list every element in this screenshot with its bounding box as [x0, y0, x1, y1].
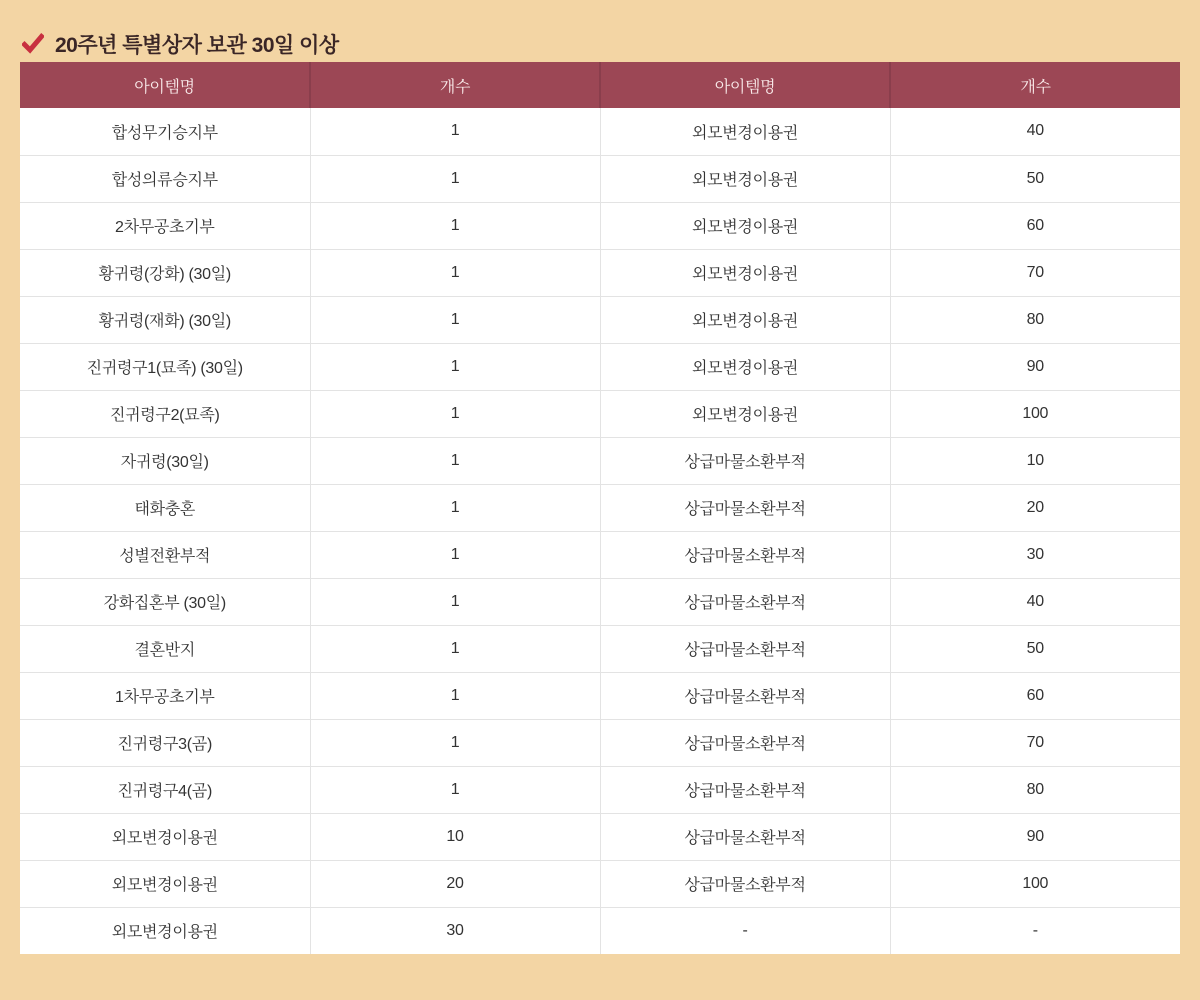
item-count-cell: 1	[310, 437, 600, 484]
item-name-cell: 상급마물소환부적	[600, 437, 890, 484]
item-count-cell: 20	[890, 484, 1180, 531]
table-row	[20, 672, 1180, 719]
table-row	[20, 155, 1180, 202]
item-name-cell: 외모변경이용권	[20, 907, 310, 954]
item-name-cell: 외모변경이용권	[20, 860, 310, 907]
item-name-cell: 외모변경이용권	[20, 813, 310, 860]
item-name-cell: 외모변경이용권	[600, 343, 890, 390]
item-count-cell: 70	[890, 719, 1180, 766]
table-row	[20, 766, 1180, 813]
item-count-cell: 100	[890, 860, 1180, 907]
section-title	[0, 0, 1200, 62]
table-row	[20, 202, 1180, 249]
item-name-cell: -	[600, 907, 890, 954]
table-body	[20, 108, 1180, 954]
item-name-cell: 성별전환부적	[20, 531, 310, 578]
item-count-cell: 30	[890, 531, 1180, 578]
item-count-cell: 1	[310, 343, 600, 390]
item-name-cell: 합성의류승지부	[20, 155, 310, 202]
item-name-cell: 2차무공초기부	[20, 202, 310, 249]
table-header-row	[20, 62, 1180, 108]
checkmark-icon	[22, 33, 44, 55]
item-name-cell: 결혼반지	[20, 625, 310, 672]
item-count-cell: -	[890, 907, 1180, 954]
item-name-cell: 진귀령구3(곰)	[20, 719, 310, 766]
item-count-cell: 50	[890, 155, 1180, 202]
item-name-cell: 진귀령구4(곰)	[20, 766, 310, 813]
item-count-cell: 40	[890, 578, 1180, 625]
item-name-cell: 상급마물소환부적	[600, 531, 890, 578]
table-row	[20, 343, 1180, 390]
item-count-cell: 1	[310, 108, 600, 155]
table-row	[20, 108, 1180, 155]
item-name-cell: 황귀령(재화) (30일)	[20, 296, 310, 343]
item-count-cell: 90	[890, 813, 1180, 860]
table-row	[20, 296, 1180, 343]
column-header-item-name-left: 아이템명	[20, 62, 310, 108]
item-name-cell: 진귀령구2(묘족)	[20, 390, 310, 437]
table-row	[20, 813, 1180, 860]
item-count-cell: 80	[890, 296, 1180, 343]
item-name-cell: 1차무공초기부	[20, 672, 310, 719]
item-name-cell: 외모변경이용권	[600, 155, 890, 202]
item-table	[20, 62, 1180, 954]
item-count-cell: 60	[890, 202, 1180, 249]
table-row	[20, 249, 1180, 296]
item-name-cell: 합성무기승지부	[20, 108, 310, 155]
item-count-cell: 60	[890, 672, 1180, 719]
item-count-cell: 1	[310, 484, 600, 531]
item-name-cell: 외모변경이용권	[600, 296, 890, 343]
item-name-cell: 황귀령(강화) (30일)	[20, 249, 310, 296]
item-count-cell: 1	[310, 202, 600, 249]
item-count-cell: 10	[310, 813, 600, 860]
table-row	[20, 437, 1180, 484]
column-header-item-name-right: 아이템명	[600, 62, 890, 108]
item-count-cell: 80	[890, 766, 1180, 813]
column-header-count-left: 개수	[310, 62, 600, 108]
item-name-cell: 상급마물소환부적	[600, 672, 890, 719]
item-count-cell: 30	[310, 907, 600, 954]
item-count-cell: 1	[310, 672, 600, 719]
item-name-cell: 외모변경이용권	[600, 249, 890, 296]
table-row	[20, 531, 1180, 578]
item-name-cell: 상급마물소환부적	[600, 578, 890, 625]
item-count-cell: 70	[890, 249, 1180, 296]
item-count-cell: 50	[890, 625, 1180, 672]
item-name-cell: 외모변경이용권	[600, 390, 890, 437]
item-name-cell: 외모변경이용권	[600, 108, 890, 155]
item-name-cell: 상급마물소환부적	[600, 719, 890, 766]
table-row	[20, 625, 1180, 672]
item-count-cell: 1	[310, 155, 600, 202]
item-name-cell: 상급마물소환부적	[600, 813, 890, 860]
item-count-cell: 1	[310, 719, 600, 766]
item-count-cell: 1	[310, 625, 600, 672]
item-count-cell: 100	[890, 390, 1180, 437]
item-count-cell: 1	[310, 531, 600, 578]
item-name-cell: 강화집혼부 (30일)	[20, 578, 310, 625]
item-count-cell: 1	[310, 296, 600, 343]
item-name-cell: 진귀령구1(묘족) (30일)	[20, 343, 310, 390]
item-name-cell: 외모변경이용권	[600, 202, 890, 249]
item-count-cell: 1	[310, 766, 600, 813]
table-row	[20, 719, 1180, 766]
table-row	[20, 484, 1180, 531]
column-header-count-right: 개수	[890, 62, 1180, 108]
item-name-cell: 태화충혼	[20, 484, 310, 531]
item-count-cell: 10	[890, 437, 1180, 484]
item-name-cell: 상급마물소환부적	[600, 766, 890, 813]
item-name-cell: 자귀령(30일)	[20, 437, 310, 484]
table-row	[20, 390, 1180, 437]
table-row	[20, 907, 1180, 954]
item-count-cell: 40	[890, 108, 1180, 155]
section-title-text: 20주년 특별상자 보관 30일 이상	[55, 33, 339, 57]
item-count-cell: 90	[890, 343, 1180, 390]
item-count-cell: 1	[310, 390, 600, 437]
item-count-cell: 20	[310, 860, 600, 907]
item-count-cell: 1	[310, 249, 600, 296]
item-count-cell: 1	[310, 578, 600, 625]
item-name-cell: 상급마물소환부적	[600, 484, 890, 531]
item-name-cell: 상급마물소환부적	[600, 860, 890, 907]
table-row	[20, 578, 1180, 625]
item-name-cell: 상급마물소환부적	[600, 625, 890, 672]
table-row	[20, 860, 1180, 907]
